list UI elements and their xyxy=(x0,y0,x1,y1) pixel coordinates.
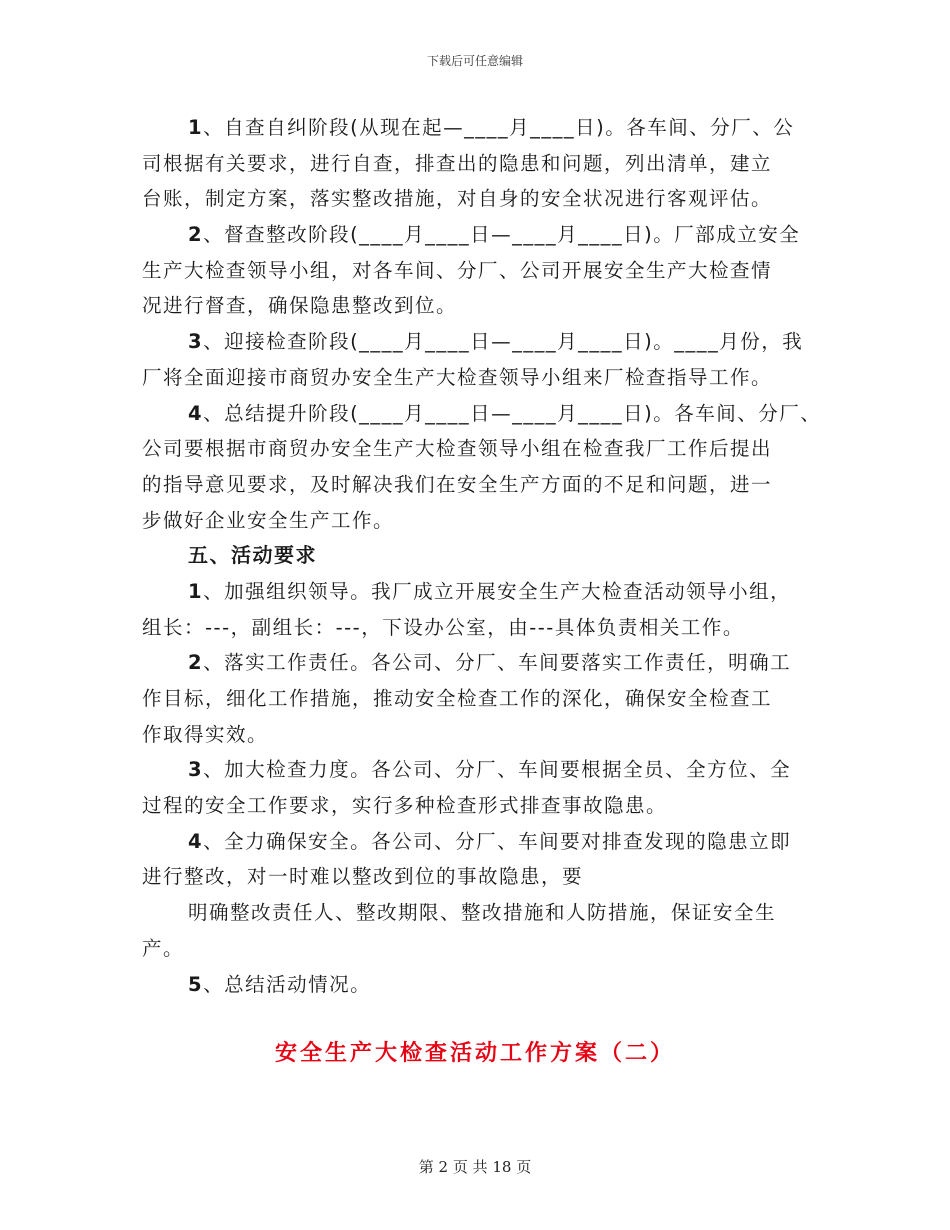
paragraph-line: 组长：---，副组长：---，下设办公室，由---具体负责相关工作。 xyxy=(142,615,744,639)
paragraph-line: 公司要根据市商贸办安全生产大检查领导小组在检查我厂工作后提出 xyxy=(142,437,773,461)
paragraph-line: 过程的安全工作要求，实行多种检查形式排查事故隐患。 xyxy=(142,794,668,818)
paragraph xyxy=(142,217,832,324)
item-number: 4 xyxy=(188,401,204,425)
paragraph-line: 、自查自纠阶段(从现在起—____月____日)。各车间、分厂、公 xyxy=(203,116,795,139)
item-number: 3 xyxy=(188,758,204,782)
item-number: 4 xyxy=(188,829,204,853)
item-number: 1 xyxy=(188,579,204,603)
paragraph-line: 步做好企业安全生产工作。 xyxy=(142,508,395,532)
page-number: 第 2 页 共 18 页 xyxy=(418,1158,532,1176)
paragraph-line: 、迎接检查阶段(____月____日—____月____日)。____月份，我 xyxy=(203,330,804,354)
paragraph xyxy=(142,324,832,395)
paragraph-line: 的指导意见要求，及时解决我们在安全生产方面的不足和问题，进一 xyxy=(142,472,773,496)
paragraph-line: 厂将全面迎接市商贸办安全生产大检查领导小组来厂检查指导工作。 xyxy=(142,365,773,389)
item-number: 2 xyxy=(188,223,204,247)
paragraph xyxy=(142,752,832,823)
document-body xyxy=(142,110,832,1002)
paragraph-line: 、总结提升阶段(____月____日—____月____日)。各车间、分厂、 xyxy=(203,401,822,425)
paragraph-line: 作取得实效。 xyxy=(142,722,269,746)
paragraph-line: 、落实工作责任。各公司、分厂、车间要落实工作责任，明确工 xyxy=(203,651,792,675)
paragraph xyxy=(142,895,832,966)
item-number: 1 xyxy=(188,116,204,139)
paragraph xyxy=(142,824,832,895)
paragraph xyxy=(142,645,832,752)
paragraph-line: 作目标，细化工作措施，推动安全检查工作的深化，确保安全检查工 xyxy=(142,687,773,710)
item-number: 5 xyxy=(188,972,204,996)
paragraph-line: 、督查整改阶段(____月____日—____月____日)。厂部成立安全 xyxy=(203,223,801,247)
paragraph-line: 产。 xyxy=(142,936,185,960)
section-title: 安全生产大检查活动工作方案（二） xyxy=(274,1041,675,1066)
paragraph xyxy=(142,396,832,539)
section-heading: 五、活动要求 xyxy=(188,543,317,568)
paragraph-line: 进行整改，对一时难以整改到位的事故隐患，要 xyxy=(142,865,584,889)
paragraph-line: 司根据有关要求，进行自查，排查出的隐患和问题，列出清单，建立 xyxy=(142,151,773,175)
paragraph-line: 、总结活动情况。 xyxy=(203,972,372,996)
paragraph-line: 台账，制定方案，落实整改措施，对自身的安全状况进行客观评估。 xyxy=(142,187,773,211)
paragraph xyxy=(142,574,832,645)
paragraph-line: 、加大检查力度。各公司、分厂、车间要根据全员、全方位、全 xyxy=(203,758,792,782)
paragraph-line: 明确整改责任人、整改期限、整改措施和人防措施，保证安全生 xyxy=(188,901,777,925)
download-note: 下载后可任意编辑 xyxy=(426,54,523,68)
item-number: 2 xyxy=(188,651,204,675)
paragraph-line: 、全力确保安全。各公司、分厂、车间要对排查发现的隐患立即 xyxy=(203,829,792,853)
paragraph-line: 生产大检查领导小组，对各车间、分厂、公司开展安全生产大检查情 xyxy=(142,258,773,282)
paragraph xyxy=(142,110,832,217)
item-number: 3 xyxy=(188,330,204,354)
paragraph xyxy=(142,967,832,1003)
paragraph-line: 、加强组织领导。我厂成立开展安全生产大检查活动领导小组， xyxy=(203,579,792,603)
paragraph-line: 况进行督查，确保隐患整改到位。 xyxy=(142,294,458,318)
